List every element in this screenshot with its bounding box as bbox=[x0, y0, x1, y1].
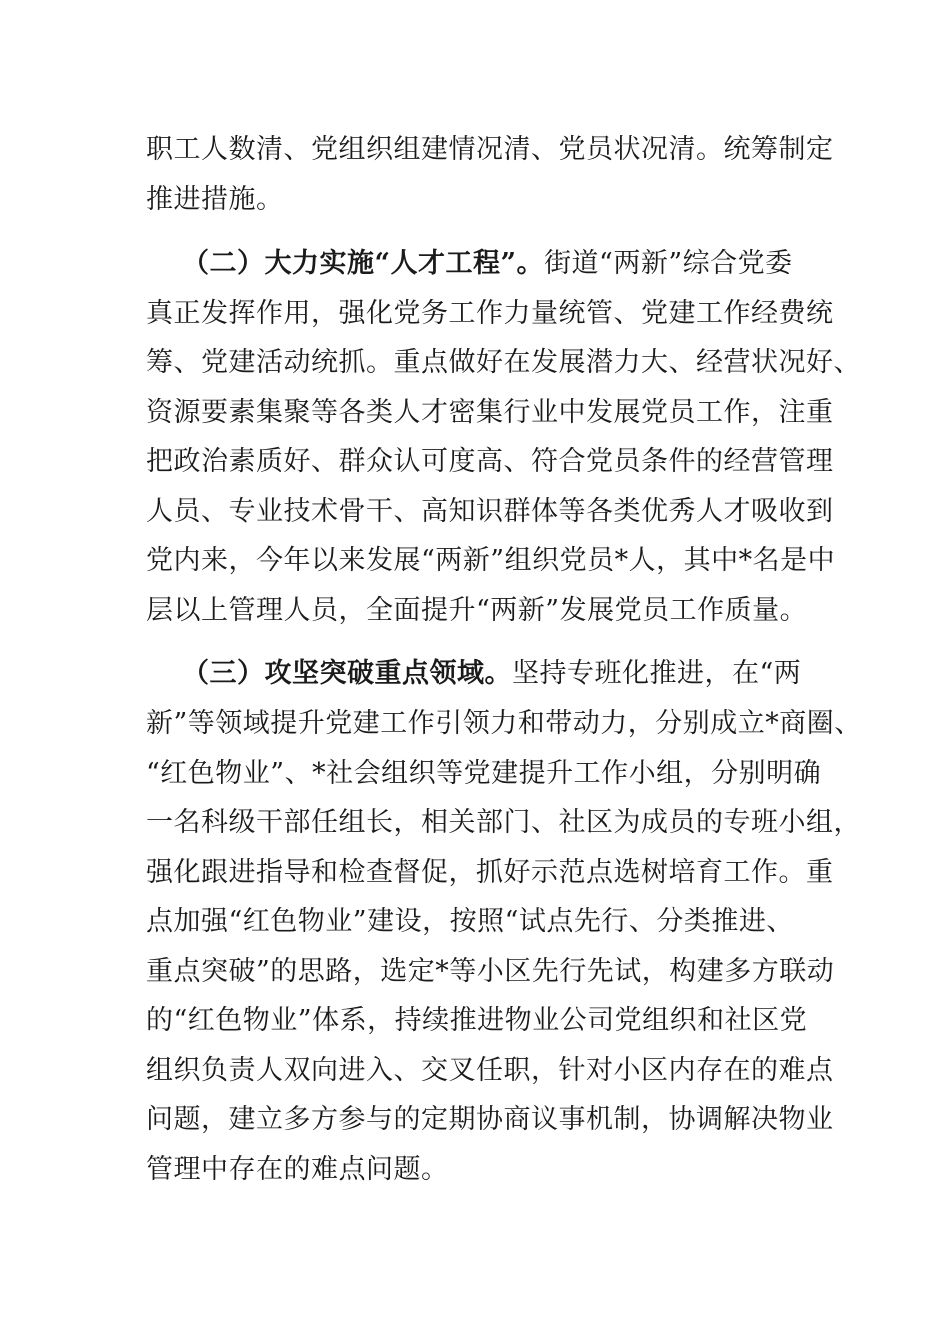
line-text: 人员、专业技术骨干、高知识群体等各类优秀人才吸收到 bbox=[146, 496, 834, 527]
text-line bbox=[146, 1003, 807, 1039]
text-line bbox=[146, 706, 862, 742]
section-heading: （三）攻坚突破重点领域。 bbox=[182, 658, 512, 689]
line-text: 组织负责人双向进入、交叉任职，针对小区内存在的难点 bbox=[146, 1055, 834, 1086]
text-line bbox=[146, 132, 834, 168]
line-text: “红色物业”、*社会组织等党建提升工作小组，分别明确 bbox=[146, 758, 822, 789]
line-text: 坚持专班化推进，在“两 bbox=[512, 658, 802, 689]
line-text: 层以上管理人员，全面提升“两新”发展党员工作质量。 bbox=[146, 595, 808, 626]
line-text: 推进措施。 bbox=[146, 184, 284, 215]
text-line bbox=[146, 494, 834, 530]
line-text: 新”等领域提升党建工作引领力和带动力，分别成立*商圈、 bbox=[146, 708, 862, 739]
text-line bbox=[146, 1102, 834, 1138]
line-text: 重点突破”的思路，选定*等小区先行先试，构建多方联动 bbox=[146, 956, 835, 987]
text-line bbox=[146, 805, 861, 841]
line-text: 把政治素质好、群众认可度高、符合党员条件的经营管理 bbox=[146, 446, 834, 477]
section-heading-line bbox=[182, 246, 793, 282]
text-line bbox=[146, 444, 834, 480]
line-text: 党内来，今年以来发展“两新”组织党员*人，其中*名是中 bbox=[146, 545, 836, 576]
line-text: 强化跟进指导和检查督促，抓好示范点选树培育工作。重 bbox=[146, 857, 834, 888]
line-text: 的“红色物业”体系，持续推进物业公司党组织和社区党 bbox=[146, 1005, 808, 1036]
line-text: 管理中存在的难点问题。 bbox=[146, 1154, 449, 1185]
section-heading: （二）大力实施“人才工程”。 bbox=[182, 248, 545, 279]
text-line bbox=[146, 1152, 449, 1188]
text-line bbox=[146, 855, 834, 891]
line-text: 一名科级干部任组长，相关部门、社区为成员的专班小组， bbox=[146, 807, 861, 838]
text-line bbox=[146, 543, 835, 579]
text-line bbox=[146, 345, 861, 381]
line-text: 筹、党建活动统抓。重点做好在发展潜力大、经营状况好、 bbox=[146, 347, 861, 378]
text-line bbox=[146, 954, 834, 990]
text-line bbox=[146, 182, 284, 218]
line-text: 街道“两新”综合党委 bbox=[544, 248, 793, 279]
section-heading-line bbox=[182, 656, 801, 692]
line-text: 职工人数清、党组织组建情况清、党员状况清。统筹制定 bbox=[146, 134, 834, 165]
line-text: 真正发挥作用，强化党务工作力量统管、党建工作经费统 bbox=[146, 298, 834, 329]
text-line bbox=[146, 904, 794, 940]
line-text: 问题，建立多方参与的定期协商议事机制，协调解决物业 bbox=[146, 1104, 834, 1135]
text-line bbox=[146, 1053, 834, 1089]
line-text: 资源要素集聚等各类人才密集行业中发展党员工作，注重 bbox=[146, 397, 834, 428]
text-line bbox=[146, 756, 821, 792]
text-line bbox=[146, 593, 807, 629]
text-line bbox=[146, 296, 834, 332]
line-text: 点加强“红色物业”建设，按照“试点先行、分类推进、 bbox=[146, 906, 794, 937]
text-line bbox=[146, 395, 834, 431]
